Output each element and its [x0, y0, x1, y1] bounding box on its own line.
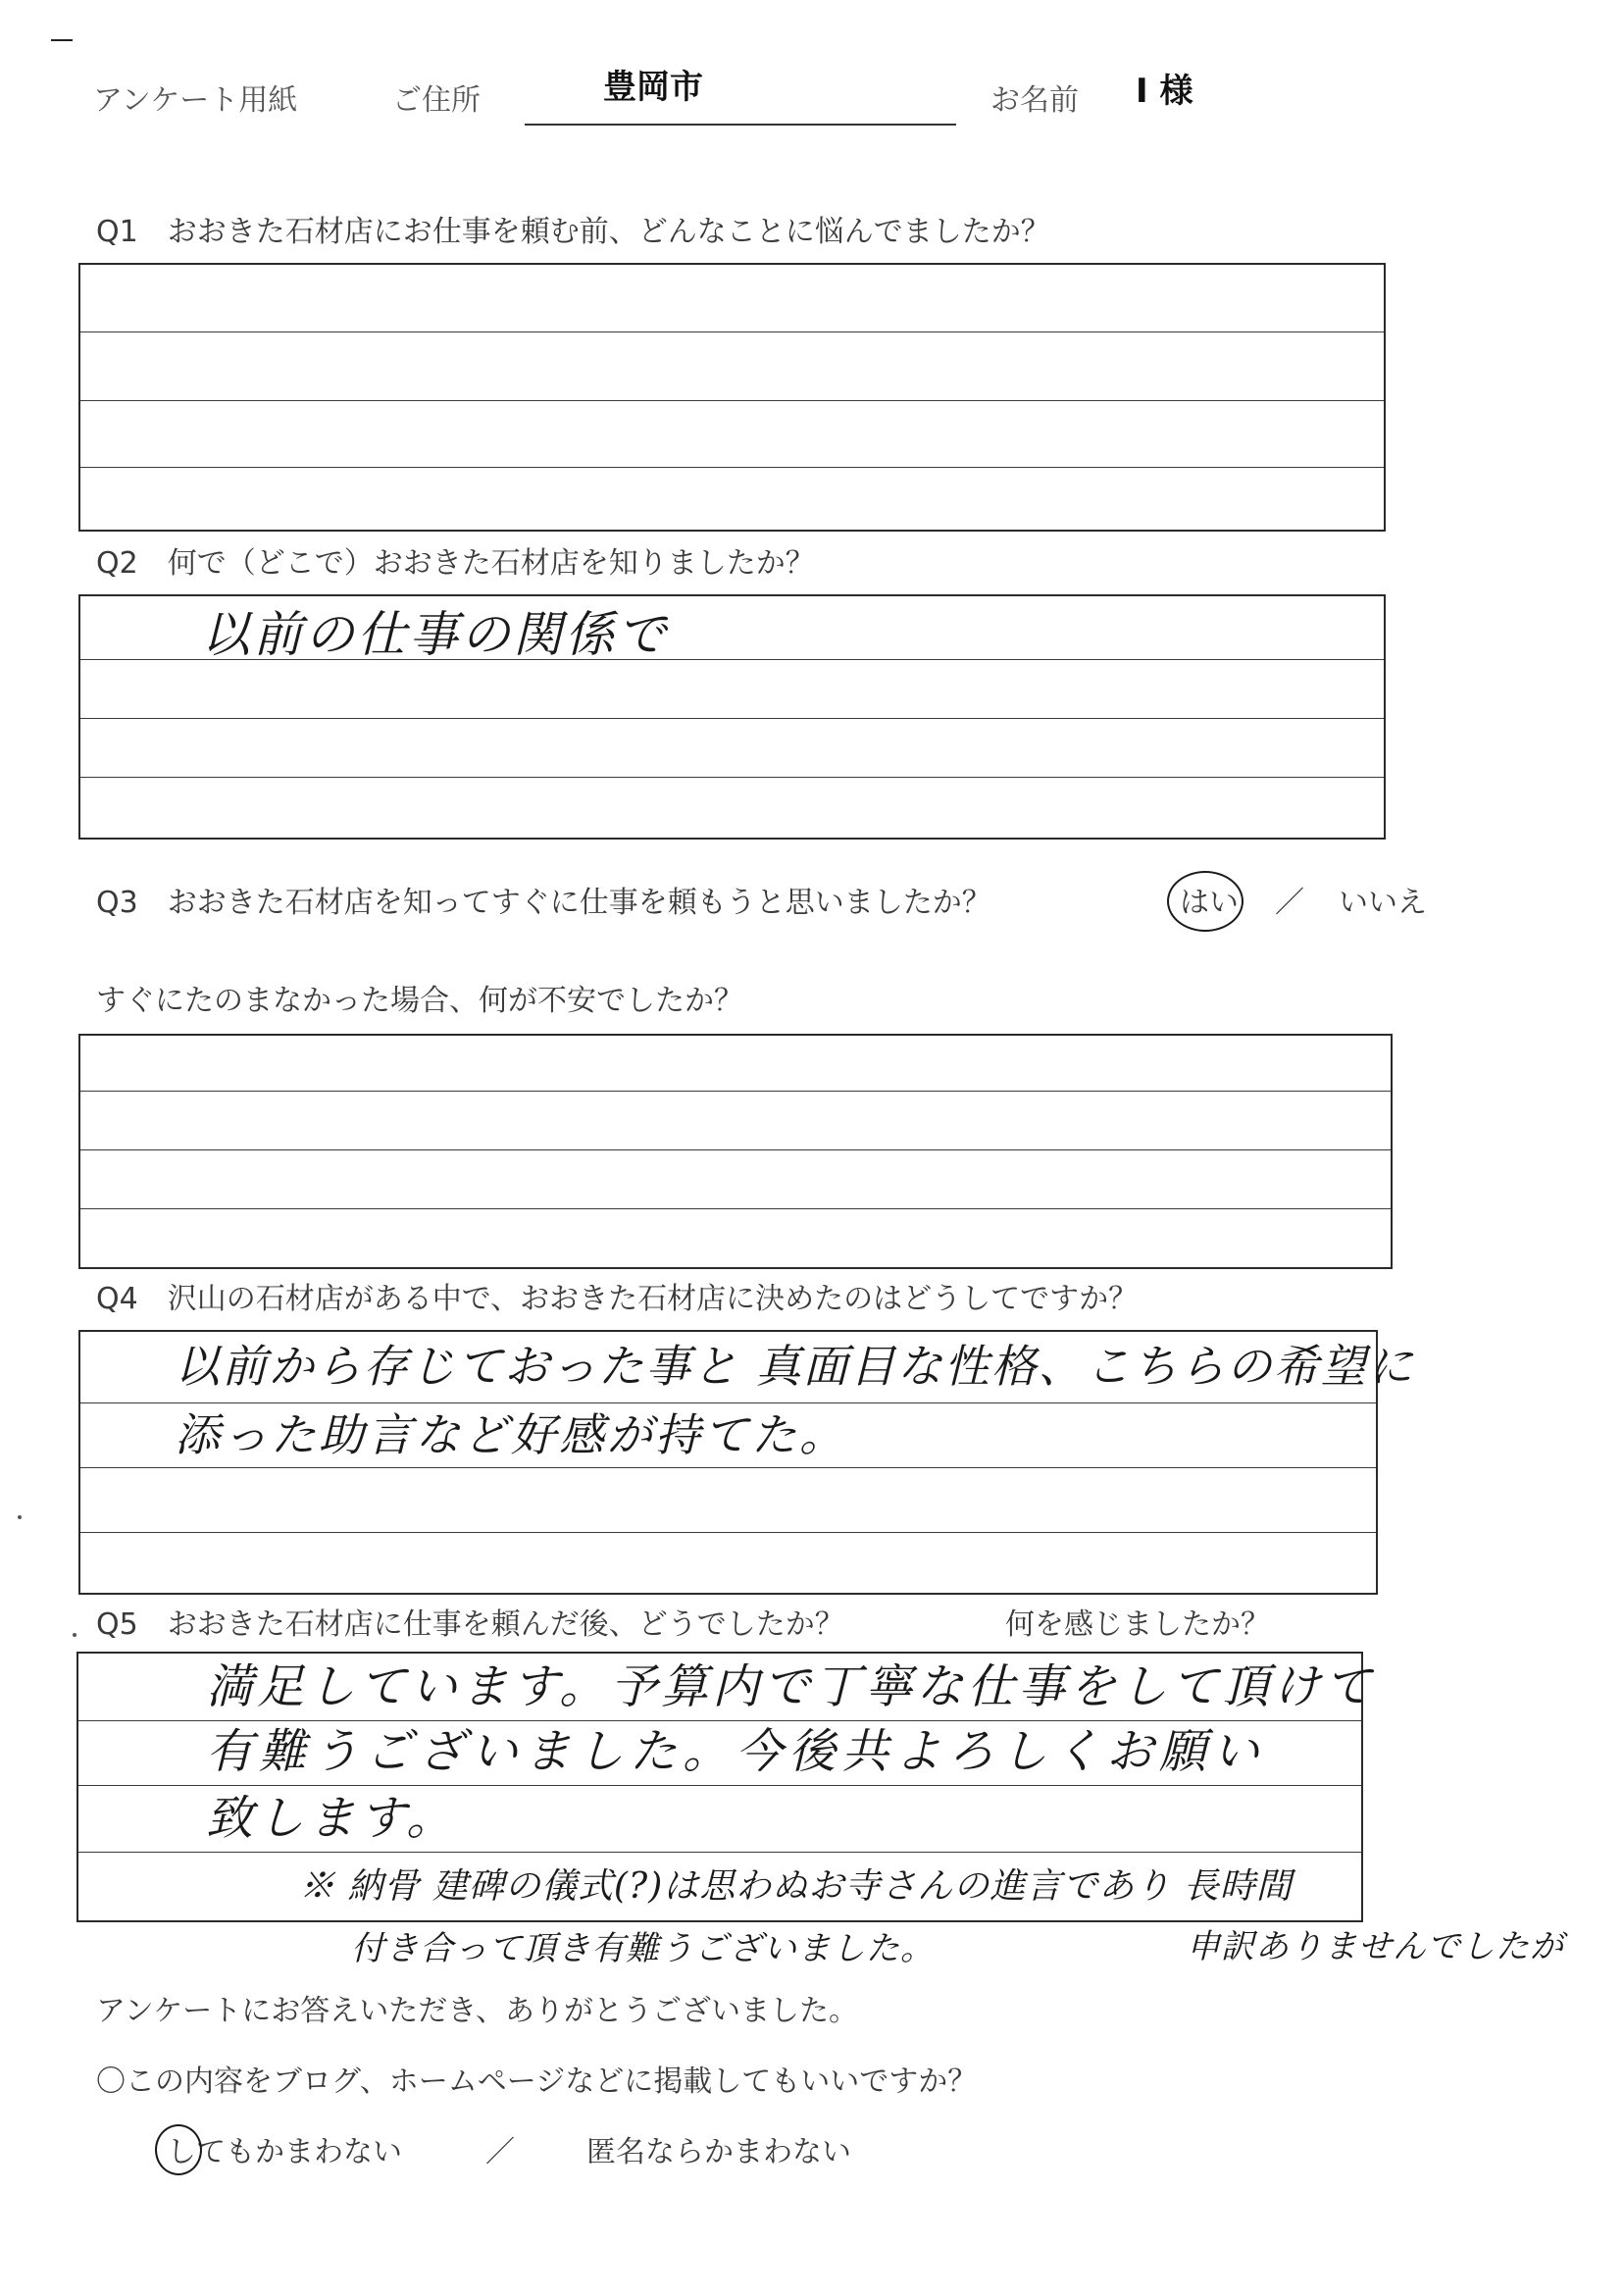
q4-rule-3	[80, 1532, 1376, 1533]
q5-answer-line-1: 満足しています。予算内で丁寧な仕事をして頂けて	[206, 1659, 1376, 1714]
publish-ok-circle-mark	[155, 2124, 202, 2175]
q5-question: Q5 おおきた石材店に仕事を頼んだ後、どうでしたか？	[96, 1607, 844, 1642]
q1-answer-box	[78, 263, 1386, 532]
address-value: 豊岡市	[603, 68, 703, 107]
q2-rule-3	[80, 777, 1384, 778]
q3-rule-3	[80, 1208, 1391, 1209]
q4-answer-line-1: 以前から存じておった事と 真面目な性格、こちらの希望に	[175, 1340, 1415, 1393]
q1-rule-1	[80, 331, 1384, 332]
option-publish-ok: してもかまわない	[167, 2135, 402, 2169]
q4-rule-1	[80, 1402, 1376, 1403]
q3-followup: すぐにたのまなかった場合、何が不安でしたか？	[96, 984, 743, 1018]
q5-note-line-2: 付き合って頂き有難うございました。	[351, 1929, 935, 1968]
footer-separator: ／	[485, 2135, 515, 2169]
scan-dot	[18, 1515, 22, 1519]
q1-rule-2	[80, 400, 1384, 401]
q3-rule-1	[80, 1091, 1391, 1092]
q5-answer-line-2: 有難うございました。今後共よろしくお願い	[206, 1724, 1266, 1779]
q3-separator: ／	[1275, 886, 1304, 920]
scan-dot	[73, 1633, 76, 1637]
q4-question: Q4 沢山の石材店がある中で、おおきた石材店に決めたのはどうしてですか？	[96, 1282, 1139, 1316]
permission-question: 〇この内容をブログ、ホームページなどに掲載してもいいですか？	[96, 2065, 978, 2099]
q5-rule-2	[78, 1785, 1361, 1786]
option-anonymous: 匿名ならかまわない	[586, 2135, 851, 2169]
q3-option-no: いいえ	[1339, 886, 1427, 920]
q2-question: Q2 何で（どこで）おおきた石材店を知りましたか？	[96, 546, 815, 581]
q3-option-yes: はい	[1180, 886, 1239, 920]
q3-answer-box	[78, 1034, 1393, 1269]
scan-mark	[51, 39, 73, 41]
q3-yes-circle-mark	[1167, 871, 1243, 932]
q3-rule-2	[80, 1149, 1391, 1150]
q2-answer-line-1: 以前の仕事の関係で	[201, 606, 669, 663]
q1-question: Q1 おおきた石材店にお仕事を頼む前、どんなことに悩んでましたか？	[96, 215, 1050, 249]
q5-note-side: 申訳ありませんでしたが	[1187, 1927, 1564, 1966]
address-underline	[525, 124, 956, 126]
q5-answer-line-3: 致します。	[206, 1791, 458, 1846]
q5-rule-3	[78, 1852, 1361, 1853]
thanks-text: アンケートにお答えいただき、ありがとうございました。	[96, 1994, 858, 2028]
name-value: I 様	[1136, 72, 1193, 111]
q1-rule-3	[80, 467, 1384, 468]
q2-rule-2	[80, 718, 1384, 719]
name-label: お名前	[990, 83, 1079, 118]
q5-note-line-1: ※ 納骨 建碑の儀式(?)は思わぬお寺さんの進言であり 長時間	[299, 1866, 1293, 1907]
q5-rule-1	[78, 1720, 1361, 1721]
q5-question-b: 何を感じましたか？	[1005, 1607, 1270, 1642]
q4-answer-line-2: 添った助言など好感が持てた。	[175, 1408, 847, 1461]
form-label: アンケート用紙	[93, 83, 298, 118]
q4-rule-2	[80, 1467, 1376, 1468]
q3-question: Q3 おおきた石材店を知ってすぐに仕事を頼もうと思いましたか？	[96, 886, 991, 920]
address-label: ご住所	[392, 83, 481, 118]
